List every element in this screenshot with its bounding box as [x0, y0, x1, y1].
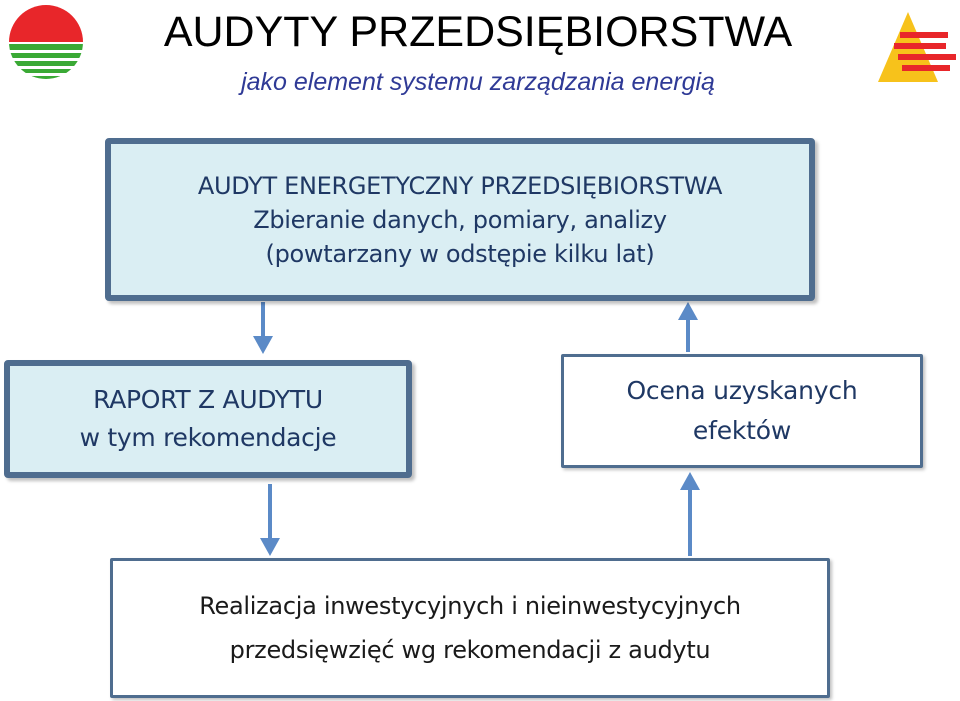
implementation-box-line1: Realizacja inwestycyjnych i nieinwestycyjnych: [199, 592, 741, 620]
audit-box: [105, 138, 815, 301]
evaluation-box-line2: efektów: [692, 416, 792, 445]
audit-box-description: Zbieranie danych, pomiary, analizy: [253, 205, 667, 234]
page-subtitle: jako element systemu zarządzania energią: [241, 68, 715, 96]
report-box-heading: RAPORT Z AUDYTU: [93, 385, 323, 414]
audit-box-heading: AUDYT ENERGETYCZNY PRZEDSIĘBIORSTWA: [197, 171, 723, 200]
company-logo-right: [876, 10, 956, 86]
report-box-description: w tym rekomendacje: [79, 423, 337, 452]
implementation-box: [110, 558, 830, 698]
audit-box-note: (powtarzany w odstępie kilku lat): [265, 239, 655, 268]
triangle-bars-logo-icon: [876, 10, 956, 86]
page-title: AUDYTY PRZEDSIĘBIORSTWA: [163, 8, 793, 56]
sun-over-stripes-logo-icon: [8, 4, 84, 80]
implementation-box-line2: przedsięwzięć wg rekomendacji z audytu: [229, 636, 711, 664]
company-logo-left: [8, 4, 84, 80]
evaluation-box: [561, 354, 923, 468]
report-box: [4, 360, 412, 478]
evaluation-box-line1: Ocena uzyskanych: [626, 376, 858, 405]
